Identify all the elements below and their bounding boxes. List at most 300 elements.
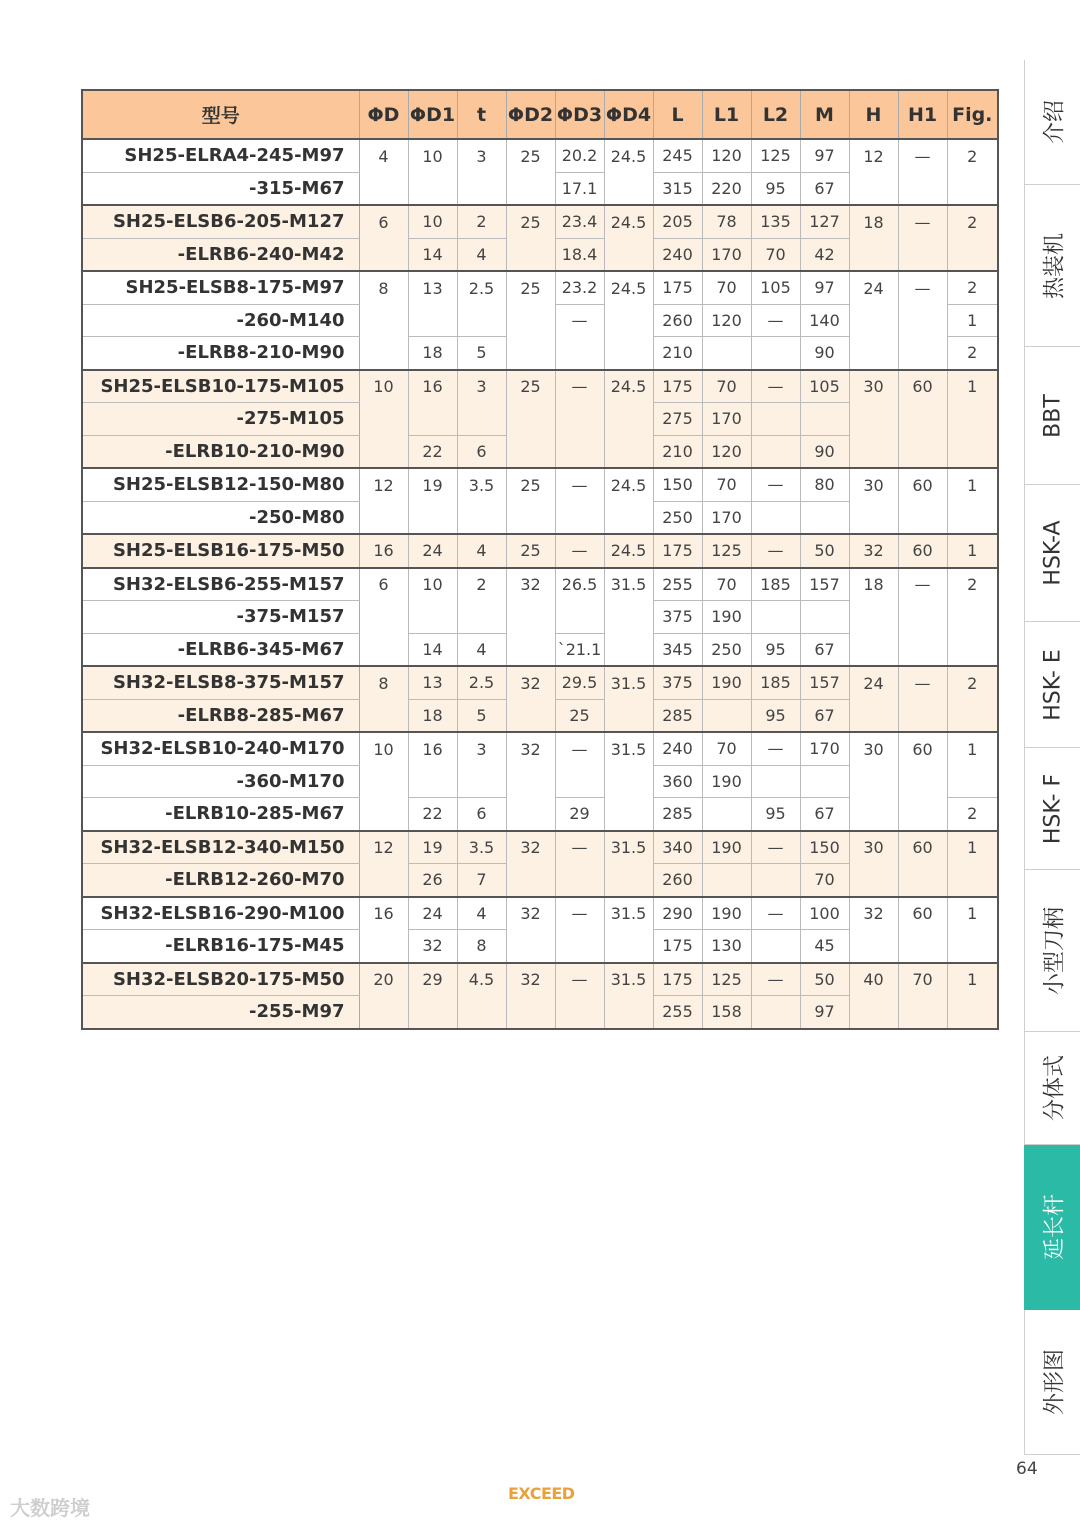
spec-cell: 7 xyxy=(457,864,506,897)
spec-cell: 4 xyxy=(457,633,506,666)
spec-cell xyxy=(408,996,457,1029)
spec-cell xyxy=(898,996,947,1029)
spec-cell: 70 xyxy=(702,468,751,501)
spec-cell: — xyxy=(555,370,604,403)
spec-cell xyxy=(898,633,947,666)
model-cell: -275-M105 xyxy=(82,403,359,436)
side-tab[interactable] xyxy=(1024,622,1080,748)
spec-cell: — xyxy=(751,732,800,765)
column-header: L2 xyxy=(751,90,800,139)
spec-cell: — xyxy=(751,897,800,930)
spec-cell: 12 xyxy=(849,139,898,172)
spec-cell xyxy=(359,403,408,436)
spec-cell: 1 xyxy=(947,831,998,864)
spec-cell: 10 xyxy=(359,732,408,765)
spec-cell xyxy=(555,337,604,370)
spec-cell: 70 xyxy=(702,568,751,601)
spec-cell xyxy=(947,930,998,963)
spec-cell xyxy=(555,765,604,798)
spec-cell: 90 xyxy=(800,337,849,370)
spec-cell xyxy=(849,798,898,831)
spec-cell: 10 xyxy=(408,568,457,601)
spec-cell xyxy=(506,601,555,634)
side-tab-label: 介绍 xyxy=(1042,99,1067,145)
spec-cell xyxy=(506,304,555,337)
spec-cell: 31.5 xyxy=(604,568,653,601)
spec-cell xyxy=(506,765,555,798)
spec-cell: 285 xyxy=(653,798,702,831)
spec-cell: 6 xyxy=(457,798,506,831)
spec-cell: 60 xyxy=(898,370,947,403)
model-cell: SH32-ELSB10-240-M170 xyxy=(82,732,359,765)
side-tab[interactable] xyxy=(1024,485,1080,622)
spec-cell xyxy=(849,765,898,798)
table-row xyxy=(82,238,998,271)
spec-cell: 95 xyxy=(751,633,800,666)
spec-cell: 22 xyxy=(408,798,457,831)
side-tab[interactable] xyxy=(1024,1145,1080,1310)
spec-cell: 3 xyxy=(457,370,506,403)
column-header: ΦD3 xyxy=(555,90,604,139)
side-tab[interactable] xyxy=(1024,748,1080,870)
spec-cell: 90 xyxy=(800,435,849,468)
spec-cell: 130 xyxy=(702,930,751,963)
spec-cell xyxy=(359,864,408,897)
spec-cell: 2 xyxy=(947,337,998,370)
spec-cell: 240 xyxy=(653,238,702,271)
spec-cell: 210 xyxy=(653,435,702,468)
spec-cell: 32 xyxy=(506,897,555,930)
spec-cell: 67 xyxy=(800,798,849,831)
spec-cell: 175 xyxy=(653,963,702,996)
spec-cell: 190 xyxy=(702,601,751,634)
spec-cell: — xyxy=(555,963,604,996)
spec-cell: 1 xyxy=(947,897,998,930)
spec-cell: 60 xyxy=(898,831,947,864)
watermark-logo: 大数跨境 xyxy=(10,1496,90,1520)
spec-cell: 60 xyxy=(898,897,947,930)
model-cell: SH25-ELSB8-175-M97 xyxy=(82,271,359,304)
spec-cell xyxy=(604,864,653,897)
spec-cell: — xyxy=(898,666,947,699)
spec-cell xyxy=(506,501,555,534)
side-tab[interactable] xyxy=(1024,347,1080,485)
spec-cell xyxy=(359,699,408,732)
spec-cell xyxy=(702,699,751,732)
spec-cell xyxy=(408,765,457,798)
spec-cell xyxy=(408,601,457,634)
spec-cell: 135 xyxy=(751,205,800,238)
spec-cell: 40 xyxy=(849,963,898,996)
spec-cell: 25 xyxy=(506,205,555,238)
spec-cell: 50 xyxy=(800,963,849,996)
spec-cell: 250 xyxy=(653,501,702,534)
model-cell: SH32-ELSB12-340-M150 xyxy=(82,831,359,864)
spec-cell: 120 xyxy=(702,139,751,172)
model-cell: SH25-ELSB12-150-M80 xyxy=(82,468,359,501)
spec-cell: 42 xyxy=(800,238,849,271)
spec-cell: 4 xyxy=(457,534,506,568)
spec-cell: 175 xyxy=(653,534,702,568)
spec-cell: 4 xyxy=(457,238,506,271)
spec-cell: 290 xyxy=(653,897,702,930)
spec-cell: 190 xyxy=(702,765,751,798)
spec-cell: 24.5 xyxy=(604,205,653,238)
spec-cell: 375 xyxy=(653,601,702,634)
spec-cell xyxy=(849,633,898,666)
model-cell: -255-M97 xyxy=(82,996,359,1029)
spec-cell: 375 xyxy=(653,666,702,699)
spec-cell xyxy=(506,699,555,732)
spec-cell: 250 xyxy=(702,633,751,666)
spec-cell: 67 xyxy=(800,172,849,205)
table-row xyxy=(82,435,998,468)
spec-cell xyxy=(604,601,653,634)
spec-cell: 255 xyxy=(653,996,702,1029)
spec-cell xyxy=(604,304,653,337)
spec-cell: 100 xyxy=(800,897,849,930)
spec-cell: 25 xyxy=(506,370,555,403)
spec-cell: 60 xyxy=(898,468,947,501)
model-group xyxy=(82,205,998,271)
spec-cell: 345 xyxy=(653,633,702,666)
spec-cell xyxy=(359,238,408,271)
spec-cell xyxy=(800,765,849,798)
spec-cell xyxy=(849,864,898,897)
brand-logo: EXCEED xyxy=(508,1484,575,1503)
spec-cell xyxy=(898,930,947,963)
spec-cell xyxy=(604,172,653,205)
side-tab-label: HSK- F xyxy=(1040,773,1065,844)
model-cell: SH32-ELSB20-175-M50 xyxy=(82,963,359,996)
spec-cell: 170 xyxy=(702,501,751,534)
spec-cell xyxy=(506,435,555,468)
column-header: L xyxy=(653,90,702,139)
spec-cell: 4.5 xyxy=(457,963,506,996)
spec-cell: 360 xyxy=(653,765,702,798)
spec-cell: 3.5 xyxy=(457,831,506,864)
spec-cell xyxy=(457,172,506,205)
spec-cell xyxy=(457,403,506,436)
spec-cell xyxy=(947,501,998,534)
spec-cell: 25 xyxy=(506,468,555,501)
spec-cell: 1 xyxy=(947,963,998,996)
model-group xyxy=(82,897,998,963)
spec-cell: — xyxy=(751,304,800,337)
spec-cell: 8 xyxy=(359,271,408,304)
spec-cell: 18 xyxy=(408,337,457,370)
spec-cell: 70 xyxy=(800,864,849,897)
spec-cell xyxy=(849,435,898,468)
table-row xyxy=(82,139,998,172)
model-cell: -ELRB6-240-M42 xyxy=(82,238,359,271)
spec-cell xyxy=(555,403,604,436)
spec-cell xyxy=(604,996,653,1029)
side-tab[interactable] xyxy=(1024,60,1080,185)
spec-cell: 20 xyxy=(359,963,408,996)
model-cell: -360-M170 xyxy=(82,765,359,798)
spec-cell xyxy=(555,996,604,1029)
spec-cell: 140 xyxy=(800,304,849,337)
model-cell: -ELRB8-285-M67 xyxy=(82,699,359,732)
column-header: ΦD4 xyxy=(604,90,653,139)
model-group xyxy=(82,534,998,568)
spec-cell: 8 xyxy=(457,930,506,963)
spec-cell: 2.5 xyxy=(457,271,506,304)
spec-cell: — xyxy=(898,271,947,304)
spec-cell xyxy=(604,337,653,370)
spec-cell xyxy=(751,501,800,534)
spec-cell: 4 xyxy=(457,897,506,930)
spec-cell: 2 xyxy=(947,271,998,304)
spec-cell: 32 xyxy=(506,963,555,996)
spec-cell: 70 xyxy=(702,370,751,403)
spec-cell: 80 xyxy=(800,468,849,501)
spec-cell xyxy=(604,238,653,271)
spec-cell: 125 xyxy=(751,139,800,172)
spec-cell: 32 xyxy=(506,732,555,765)
spec-cell xyxy=(849,337,898,370)
spec-cell xyxy=(800,403,849,436)
spec-cell xyxy=(604,633,653,666)
spec-cell: 175 xyxy=(653,271,702,304)
spec-cell: 185 xyxy=(751,666,800,699)
spec-cell: 1 xyxy=(947,534,998,568)
spec-cell: 170 xyxy=(702,403,751,436)
spec-cell xyxy=(800,501,849,534)
spec-cell xyxy=(898,337,947,370)
table-row xyxy=(82,963,998,996)
table-row xyxy=(82,403,998,436)
spec-cell: 95 xyxy=(751,172,800,205)
spec-cell xyxy=(702,337,751,370)
spec-cell: 70 xyxy=(751,238,800,271)
spec-cell: 26 xyxy=(408,864,457,897)
spec-cell: 24.5 xyxy=(604,139,653,172)
side-tab-label: 热装机 xyxy=(1042,232,1067,299)
spec-cell: 4 xyxy=(359,139,408,172)
spec-cell: 95 xyxy=(751,699,800,732)
model-group xyxy=(82,963,998,1029)
spec-cell: 31.5 xyxy=(604,732,653,765)
spec-cell: 125 xyxy=(702,963,751,996)
model-group xyxy=(82,370,998,469)
spec-cell xyxy=(947,601,998,634)
spec-cell: 2.5 xyxy=(457,666,506,699)
model-cell: SH25-ELSB16-175-M50 xyxy=(82,534,359,568)
spec-cell: 67 xyxy=(800,633,849,666)
spec-cell: 340 xyxy=(653,831,702,864)
spec-cell xyxy=(849,601,898,634)
spec-cell xyxy=(898,238,947,271)
spec-cell: 26.5 xyxy=(555,568,604,601)
spec-cell: 3 xyxy=(457,139,506,172)
spec-cell: 70 xyxy=(702,732,751,765)
spec-cell xyxy=(359,930,408,963)
spec-cell xyxy=(457,996,506,1029)
spec-cell: 20.2 xyxy=(555,139,604,172)
spec-cell xyxy=(408,172,457,205)
model-group xyxy=(82,468,998,534)
side-tab[interactable] xyxy=(1024,185,1080,347)
spec-cell xyxy=(506,238,555,271)
spec-cell xyxy=(359,798,408,831)
spec-cell: — xyxy=(555,831,604,864)
spec-cell: — xyxy=(555,304,604,337)
spec-cell: 14 xyxy=(408,238,457,271)
spec-cell: 175 xyxy=(653,930,702,963)
spec-cell: 25 xyxy=(555,699,604,732)
spec-cell xyxy=(751,864,800,897)
column-header: ΦD xyxy=(359,90,408,139)
spec-cell: 2 xyxy=(947,666,998,699)
spec-cell xyxy=(604,765,653,798)
spec-cell xyxy=(359,765,408,798)
spec-cell: 32 xyxy=(849,897,898,930)
table-row xyxy=(82,765,998,798)
spec-cell: 24 xyxy=(408,534,457,568)
spec-cell: 220 xyxy=(702,172,751,205)
spec-cell xyxy=(947,633,998,666)
spec-cell xyxy=(947,864,998,897)
spec-cell xyxy=(359,435,408,468)
spec-cell: 105 xyxy=(800,370,849,403)
side-nav-tabs xyxy=(1024,60,1080,1455)
spec-cell xyxy=(800,601,849,634)
spec-cell: 285 xyxy=(653,699,702,732)
model-cell: SH25-ELSB6-205-M127 xyxy=(82,205,359,238)
spec-cell xyxy=(947,403,998,436)
spec-cell: 24 xyxy=(849,271,898,304)
spec-cell xyxy=(849,238,898,271)
spec-cell xyxy=(555,501,604,534)
spec-cell xyxy=(898,765,947,798)
spec-cell: 24 xyxy=(849,666,898,699)
model-group xyxy=(82,732,998,831)
side-tab-label: 分体式 xyxy=(1042,1054,1067,1122)
spec-cell xyxy=(849,172,898,205)
spec-cell xyxy=(359,304,408,337)
spec-cell xyxy=(702,798,751,831)
spec-cell: — xyxy=(751,831,800,864)
model-cell: -375-M157 xyxy=(82,601,359,634)
spec-cell: 125 xyxy=(702,534,751,568)
spec-cell xyxy=(604,403,653,436)
side-tab[interactable] xyxy=(1024,1310,1080,1455)
column-header: ΦD2 xyxy=(506,90,555,139)
table-row xyxy=(82,501,998,534)
spec-cell: 22 xyxy=(408,435,457,468)
spec-cell xyxy=(555,435,604,468)
spec-cell: 32 xyxy=(506,666,555,699)
column-header: Fig. xyxy=(947,90,998,139)
spec-cell: — xyxy=(555,534,604,568)
spec-cell: 190 xyxy=(702,831,751,864)
spec-cell: — xyxy=(751,963,800,996)
spec-cell: 16 xyxy=(359,534,408,568)
spec-cell: 18 xyxy=(408,699,457,732)
spec-cell: 45 xyxy=(800,930,849,963)
spec-cell: 185 xyxy=(751,568,800,601)
spec-cell: 2 xyxy=(457,568,506,601)
table-row xyxy=(82,930,998,963)
spec-cell: 127 xyxy=(800,205,849,238)
spec-cell xyxy=(359,172,408,205)
spec-cell xyxy=(457,304,506,337)
table-row xyxy=(82,370,998,403)
table-row xyxy=(82,633,998,666)
spec-cell: 16 xyxy=(408,732,457,765)
spec-cell: 120 xyxy=(702,304,751,337)
spec-cell xyxy=(506,864,555,897)
spec-cell: — xyxy=(751,534,800,568)
spec-cell xyxy=(898,403,947,436)
column-header: H xyxy=(849,90,898,139)
spec-cell: 10 xyxy=(359,370,408,403)
side-tab[interactable] xyxy=(1024,1032,1080,1145)
model-cell: SH32-ELSB16-290-M100 xyxy=(82,897,359,930)
spec-cell: 6 xyxy=(457,435,506,468)
spec-cell: 67 xyxy=(800,699,849,732)
spec-cell: 32 xyxy=(506,568,555,601)
model-cell: -315-M67 xyxy=(82,172,359,205)
table-row xyxy=(82,172,998,205)
side-tab-label: 延长杆 xyxy=(1042,1193,1067,1261)
spec-cell: 12 xyxy=(359,831,408,864)
spec-cell: — xyxy=(898,205,947,238)
side-tab-label: HSK-A xyxy=(1040,520,1065,586)
spec-cell xyxy=(457,501,506,534)
spec-cell: — xyxy=(751,468,800,501)
spec-cell: 2 xyxy=(947,798,998,831)
spec-cell xyxy=(359,601,408,634)
spec-cell: 105 xyxy=(751,271,800,304)
spec-cell xyxy=(751,930,800,963)
model-cell: SH25-ELSB10-175-M105 xyxy=(82,370,359,403)
spec-cell xyxy=(457,601,506,634)
spec-cell: 12 xyxy=(359,468,408,501)
spec-cell: 97 xyxy=(800,996,849,1029)
model-group xyxy=(82,568,998,667)
table-row xyxy=(82,534,998,568)
spec-cell xyxy=(947,435,998,468)
spec-cell xyxy=(751,337,800,370)
spec-cell xyxy=(555,930,604,963)
spec-cell: 25 xyxy=(506,139,555,172)
spec-cell: — xyxy=(898,139,947,172)
spec-cell: 190 xyxy=(702,897,751,930)
model-group xyxy=(82,139,998,205)
spec-cell: 60 xyxy=(898,534,947,568)
spec-cell: `21.1 xyxy=(555,633,604,666)
model-cell: SH25-ELRA4-245-M97 xyxy=(82,139,359,172)
spec-cell xyxy=(604,501,653,534)
spec-cell: 24.5 xyxy=(604,370,653,403)
spec-cell xyxy=(506,337,555,370)
spec-cell xyxy=(457,765,506,798)
spec-cell: 245 xyxy=(653,139,702,172)
spec-cell: 2 xyxy=(947,205,998,238)
side-tab[interactable] xyxy=(1024,870,1080,1032)
spec-cell xyxy=(751,435,800,468)
table-row xyxy=(82,601,998,634)
spec-cell: 8 xyxy=(359,666,408,699)
spec-cell: 260 xyxy=(653,304,702,337)
spec-cell xyxy=(751,996,800,1029)
spec-cell: 3 xyxy=(457,732,506,765)
spec-cell: 2 xyxy=(947,568,998,601)
spec-cell: 95 xyxy=(751,798,800,831)
